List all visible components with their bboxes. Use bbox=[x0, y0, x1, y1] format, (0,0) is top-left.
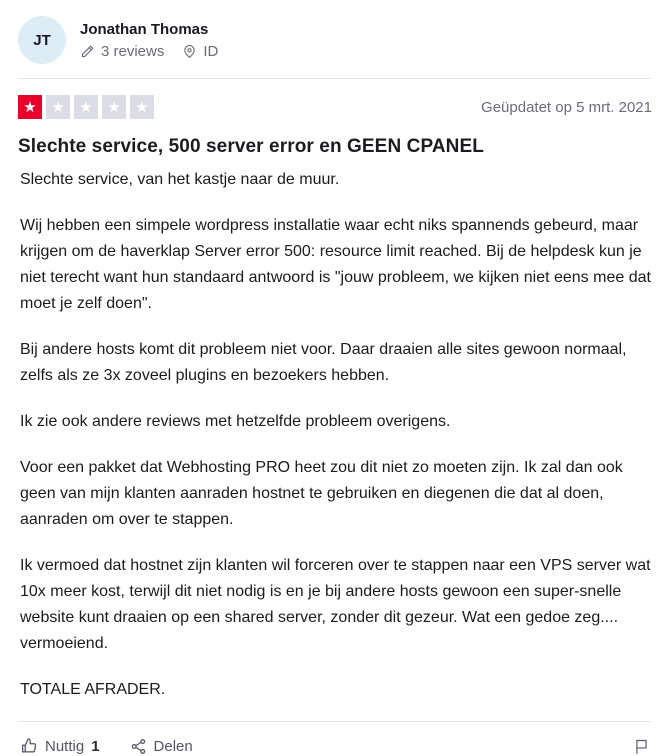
star-3-icon: ★ bbox=[74, 95, 98, 119]
reviewer-header bbox=[18, 16, 652, 64]
useful-count: 1 bbox=[91, 737, 100, 755]
flag-icon bbox=[633, 738, 650, 755]
star-4-icon: ★ bbox=[102, 95, 126, 119]
share-label: Delen bbox=[153, 737, 193, 755]
header-divider bbox=[18, 78, 652, 79]
rating-row bbox=[18, 95, 652, 119]
pencil-icon bbox=[80, 44, 95, 59]
reviewer-location bbox=[182, 43, 218, 60]
review-title[interactable]: Slechte service, 500 server error en GEEN CPANEL bbox=[18, 136, 484, 157]
review-paragraph: Ik zie ook andere reviews met hetzelfde probleem overigens. bbox=[20, 413, 451, 430]
star-1-icon: ★ bbox=[18, 95, 42, 119]
avatar[interactable]: JT bbox=[18, 16, 66, 64]
reviews-count-label: 3 reviews bbox=[101, 42, 165, 60]
report-button[interactable] bbox=[633, 738, 650, 755]
share-button[interactable] bbox=[130, 738, 193, 755]
useful-button[interactable] bbox=[20, 737, 100, 755]
star-5-icon: ★ bbox=[130, 95, 154, 119]
thumbs-up-icon bbox=[20, 737, 38, 755]
reviews-count bbox=[80, 43, 164, 60]
review-body bbox=[18, 167, 652, 703]
reviewer-info bbox=[80, 21, 218, 60]
review-paragraph: Ik vermoed dat hostnet zijn klanten wil forceren over te stappen naar een VPS server wat 10x meer kost, terwijl dit niet nodig is en je bij andere hosts gewoon een super-snelle website kunt draaien op een shared server, zonder dit gezeur. Wat een gedoe zeg.... vermoeiend. bbox=[20, 557, 651, 652]
review-paragraph: TOTALE AFRADER. bbox=[20, 681, 166, 698]
share-icon bbox=[130, 738, 147, 755]
useful-label: Nuttig bbox=[45, 737, 85, 755]
review-paragraph: Voor een pakket dat Webhosting PRO heet zou dit niet zo moeten zijn. Ik zal dan ook geen van mijn klanten aanraden hostnet te gebruiken en diegenen die dat al doen, aanraden om over te stappen. bbox=[20, 459, 623, 528]
star-rating bbox=[18, 95, 154, 119]
review-paragraph: Slechte service, van het kastje naar de muur. bbox=[20, 171, 340, 188]
review-paragraph: Wij hebben een simpele wordpress installatie waar echt niks spannends gebeurd, maar krijgen om de haverklap Server error 500: resource limit reached. Bij de helpdesk kun je niet terecht want hun standaard antwoord is "jouw probleem, we kijken niet eens mee dat moet je zelf doen". bbox=[20, 217, 651, 312]
reviewer-meta bbox=[80, 43, 218, 60]
reviewer-name[interactable]: Jonathan Thomas bbox=[80, 20, 209, 38]
map-pin-icon bbox=[182, 44, 197, 59]
review-footer bbox=[18, 722, 652, 756]
review-paragraph: Bij andere hosts komt dit probleem niet voor. Daar draaien alle sites gewoon normaal, zelfs als ze 3x zoveel plugins en bezoekers hebben. bbox=[20, 341, 627, 384]
location-label: ID bbox=[203, 42, 219, 60]
star-2-icon: ★ bbox=[46, 95, 70, 119]
review-date: Geüpdatet op 5 mrt. 2021 bbox=[481, 98, 652, 116]
